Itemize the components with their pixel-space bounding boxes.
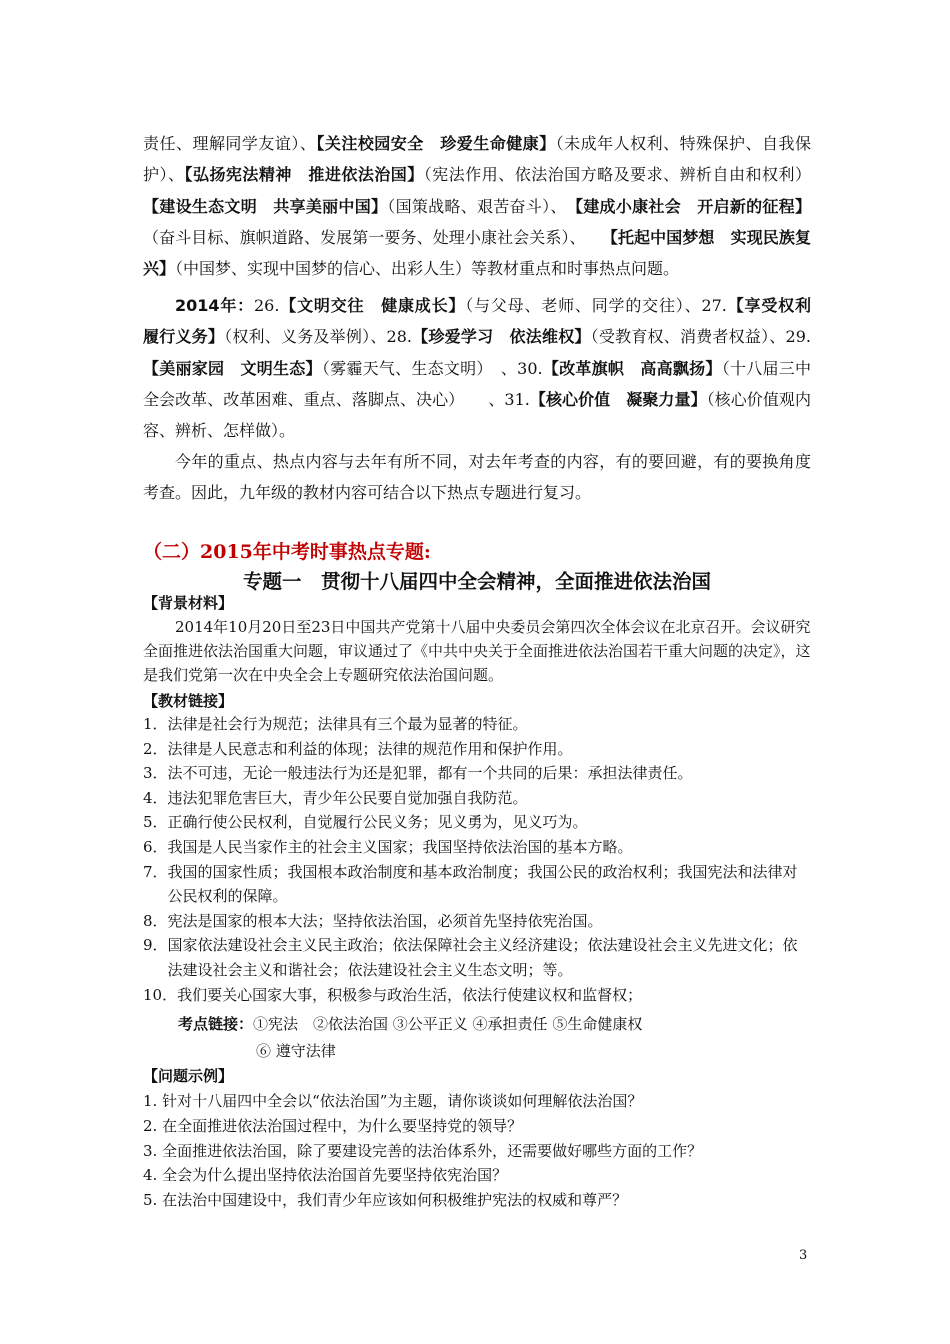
list-item-number: 7．: [143, 862, 168, 881]
paragraph-review-note: 今年的重点、热点内容与去年有所不同，对去年考查的内容，有的要回避，有的要换角度考查。因此，九年级的教材内容可结合以下热点专题进行复习。: [143, 452, 811, 503]
p2014-topic-title: 【珍爱学习 依法维权】: [412, 327, 591, 347]
p2014-text: （雾霾天气、生态文明） 、30.: [321, 358, 543, 378]
question-item: 2. 在全面推进依法治国过程中，为什么要坚持党的领导？: [143, 1116, 523, 1135]
page-number: 3: [799, 1248, 808, 1263]
key-points-label: 考点链接：: [178, 1015, 254, 1033]
intro-text: （宪法作用、依法治国方略及要求、辨析自由和权利）: [423, 165, 811, 185]
background-text: 2014年10月20日至23日中国共产党第十八届中央委员会第四次全体会议在北京召开。会议研究全面推进依法治国重大问题，审议通过了《中共中央关于全面推进依法治国若干重大问题的决定》，这是我们党第一次在中央全会上专题研究依法治国问题。: [143, 618, 811, 684]
textbook-links-list: [143, 712, 811, 1007]
key-points-line-2: ⑥ 遵守法律: [256, 1042, 336, 1060]
intro-topic-title: 【建成小康社会 开启新的征程】: [574, 196, 811, 216]
list-item: [143, 983, 811, 1008]
p2014-topic-title: 【核心价值 凝聚力量】: [529, 389, 707, 409]
list-item: [143, 786, 811, 811]
list-item-text: 法律是社会行为规范；法律具有三个最为显著的特征。: [167, 715, 528, 733]
background-label: 【背景材料】: [143, 594, 234, 612]
question-item: 1. 针对十八届四中全会以“依法治国”为主题，请你谈谈如何理解依法治国？: [143, 1092, 643, 1110]
question-item: 3. 全面推进依法治国，除了要建设完善的法治体系外，还需要做好哪些方面的工作？: [143, 1141, 703, 1160]
key-points-line-1: [178, 1012, 642, 1037]
list-item: [143, 860, 811, 909]
intro-paragraph: [143, 128, 811, 284]
list-item: [143, 761, 811, 786]
textbook-links-label: 【教材链接】: [143, 692, 234, 710]
p2014-topic-title: 【改革旗帜 高高飘扬】: [542, 358, 722, 378]
p2014-text: （与父母、老师、同学的交往）、27.: [465, 296, 727, 315]
list-item-number: 1．: [143, 715, 168, 733]
key-points-items: ①宪法 ②依法治国 ③公平正义 ④承担责任 ⑤生命健康权: [253, 1015, 643, 1033]
p2014-text: （权利、义务及举例）、28.: [224, 327, 412, 347]
list-item: [143, 712, 811, 737]
p2014-topic-title: 【美丽家园 文明生态】: [143, 358, 322, 378]
intro-text: （国策战略、艰苦奋斗）、: [387, 196, 575, 216]
list-item-text: 宪法是国家的根本大法；坚持依法治国，必须首先坚持依宪治国。: [167, 911, 603, 930]
intro-topic-title: 【关注校园安全 珍爱生命健康】: [316, 134, 556, 153]
list-item-text: 法不可违，无论一般违法行为还是犯罪，都有一个共同的后果：承担法律责任。: [167, 764, 693, 783]
question-item: 5. 在法治中国建设中，我们青少年应该如何积极维护宪法的权威和尊严？: [143, 1191, 628, 1210]
list-item-text: 我们要关心国家大事，积极参与政治生活，依法行使建议权和监督权；: [177, 985, 643, 1004]
intro-topic-title: 【弘扬宪法精神 推进依法治国】: [184, 165, 424, 185]
p2014-topic-title: 2014年：: [175, 296, 254, 315]
list-item-number: 5．: [143, 813, 168, 832]
list-item-text: 正确行使公民权利，自觉履行公民义务；见义勇为，见义巧为。: [167, 813, 588, 832]
list-item-number: 4．: [143, 788, 168, 807]
p2014-text: （受教育权、消费者权益）、29.: [590, 327, 811, 347]
paragraph-2014-topics: [143, 290, 827, 446]
list-item-number: 9．: [143, 936, 168, 955]
list-item-text: 国家依法建设社会主义民主政治；依法保障社会主义经济建设；依法建设社会主义先进文化；依法建设社会主义和谐社会；依法建设社会主义生态文明；等。: [167, 936, 798, 979]
list-item: [143, 909, 811, 934]
list-item: [143, 810, 811, 835]
list-item: [143, 835, 811, 860]
list-item: [143, 737, 811, 762]
list-item-number: 10．: [143, 985, 178, 1004]
list-item-number: 6．: [143, 837, 168, 856]
section-heading: （二）2015年中考时事热点专题:: [143, 541, 431, 563]
intro-text: （未成年人权利、特殊保护、自我保护）、: [143, 134, 811, 185]
p2014-text: （核心价值观内容、辨析、怎样做）。: [143, 389, 811, 441]
list-item-text: 我国的国家性质；我国根本政治制度和基本政治制度；我国公民的政治权利；我国宪法和法律对公民权利的保障。: [167, 862, 798, 906]
list-item-number: 8．: [143, 911, 168, 930]
p2014-text: 26.: [253, 296, 280, 315]
list-item-text: 法律是人民意志和利益的体现；法律的规范作用和保护作用。: [167, 739, 573, 758]
question-item: 4. 全会为什么提出坚持依法治国首先要坚持依宪治国？: [143, 1166, 508, 1185]
topic-title: 专题一 贯彻十八届四中全会精神，全面推进依法治国: [242, 570, 711, 593]
intro-topic-title: 【托起中国梦想 实现民族复兴】: [143, 227, 811, 279]
p2014-text: （十八届三中全会改革、改革困难、重点、落脚点、决心） 、31.: [143, 358, 811, 409]
questions-label: 【问题示例】: [143, 1067, 234, 1085]
list-item-text: 违法犯罪危害巨大，青少年公民要自觉加强自我防范。: [167, 788, 528, 807]
intro-text: （中国梦、实现中国梦的信心、出彩人生）等教材重点和时事热点问题。: [175, 259, 680, 279]
intro-text: 责任、理解同学友谊）、: [143, 134, 317, 153]
list-item-text: 我国是人民当家作主的社会主义国家；我国坚持依法治国的基本方略。: [167, 837, 633, 856]
list-item-number: 3．: [143, 764, 168, 783]
list-item-number: 2．: [143, 739, 168, 758]
questions-list: [143, 1089, 811, 1213]
p2014-topic-title: 【文明交往 健康成长】: [279, 296, 466, 315]
intro-text: （奋斗目标、旗帜道路、发展第一要务、处理小康社会关系）、: [143, 227, 610, 247]
p2014-topic-title: 【享受权利 履行义务】: [143, 296, 827, 347]
intro-topic-title: 【建设生态文明 共享美丽中国】: [143, 196, 388, 216]
list-item: [143, 933, 811, 982]
